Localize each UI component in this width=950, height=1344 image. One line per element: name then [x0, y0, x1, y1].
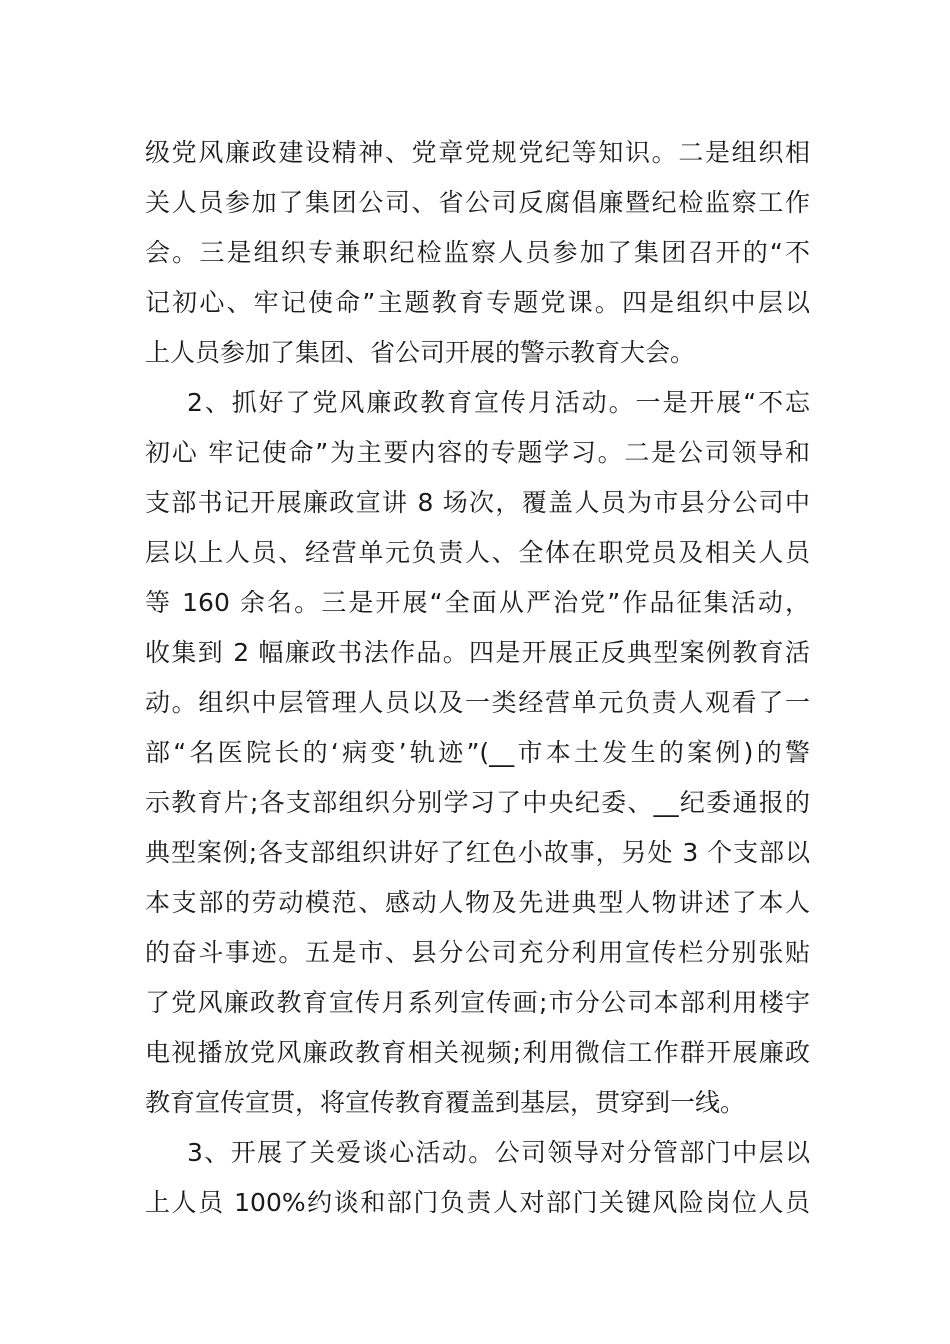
text-line: 上人员 100%约谈和部门负责人对部门关键风险岗位人员: [145, 1188, 810, 1217]
text-line: 的奋斗事迹。五是市、县分公司充分利用宣传栏分别张贴: [145, 938, 810, 967]
body-text: [145, 128, 810, 1228]
text-line: 层以上人员、经营单元负责人、全体在职党员及相关人员: [145, 538, 810, 567]
text-line: 2、抓好了党风廉政教育宣传月活动。一是开展“不忘: [187, 388, 810, 417]
text-line: 支部书记开展廉政宣讲 8 场次，覆盖人员为市县分公司中: [145, 488, 810, 517]
text-line: 关人员参加了集团公司、省公司反腐倡廉暨纪检监察工作: [145, 188, 810, 217]
text-line: 3、开展了关爱谈心活动。公司领导对分管部门中层以: [187, 1138, 810, 1167]
text-line: 初心 牢记使命”为主要内容的专题学习。二是公司领导和: [145, 438, 810, 467]
text-line: 教育宣传宣贯，将宣传教育覆盖到基层，贯穿到一线。: [145, 1088, 746, 1117]
text-line: 动。组织中层管理人员以及一类经营单元负责人观看了一: [145, 688, 810, 717]
text-line: 记初心、牢记使命”主题教育专题党课。四是组织中层以: [145, 288, 810, 317]
text-line: 会。三是组织专兼职纪检监察人员参加了集团召开的“不: [145, 238, 810, 267]
text-line: 示教育片;各支部组织分别学习了中央纪委、__纪委通报的: [145, 788, 810, 817]
text-line: 了党风廉政教育宣传月系列宣传画;市分公司本部利用楼宇: [145, 988, 810, 1017]
text-line: 上人员参加了集团、省公司开展的警示教育大会。: [145, 338, 696, 367]
text-line: 级党风廉政建设精神、党章党规党纪等知识。二是组织相: [145, 138, 810, 167]
text-line: 部“名医院长的‘病变’轨迹”(__市本土发生的案例)的警: [145, 738, 810, 767]
text-line: 等 160 余名。三是开展“全面从严治党”作品征集活动，: [145, 588, 810, 617]
text-line: 收集到 2 幅廉政书法作品。四是开展正反典型案例教育活: [145, 638, 810, 667]
text-line: 典型案例;各支部组织讲好了红色小故事，另处 3 个支部以: [145, 838, 810, 867]
text-line: 电视播放党风廉政教育相关视频;利用微信工作群开展廉政: [145, 1038, 810, 1067]
text-line: 本支部的劳动模范、感动人物及先进典型人物讲述了本人: [145, 888, 810, 917]
